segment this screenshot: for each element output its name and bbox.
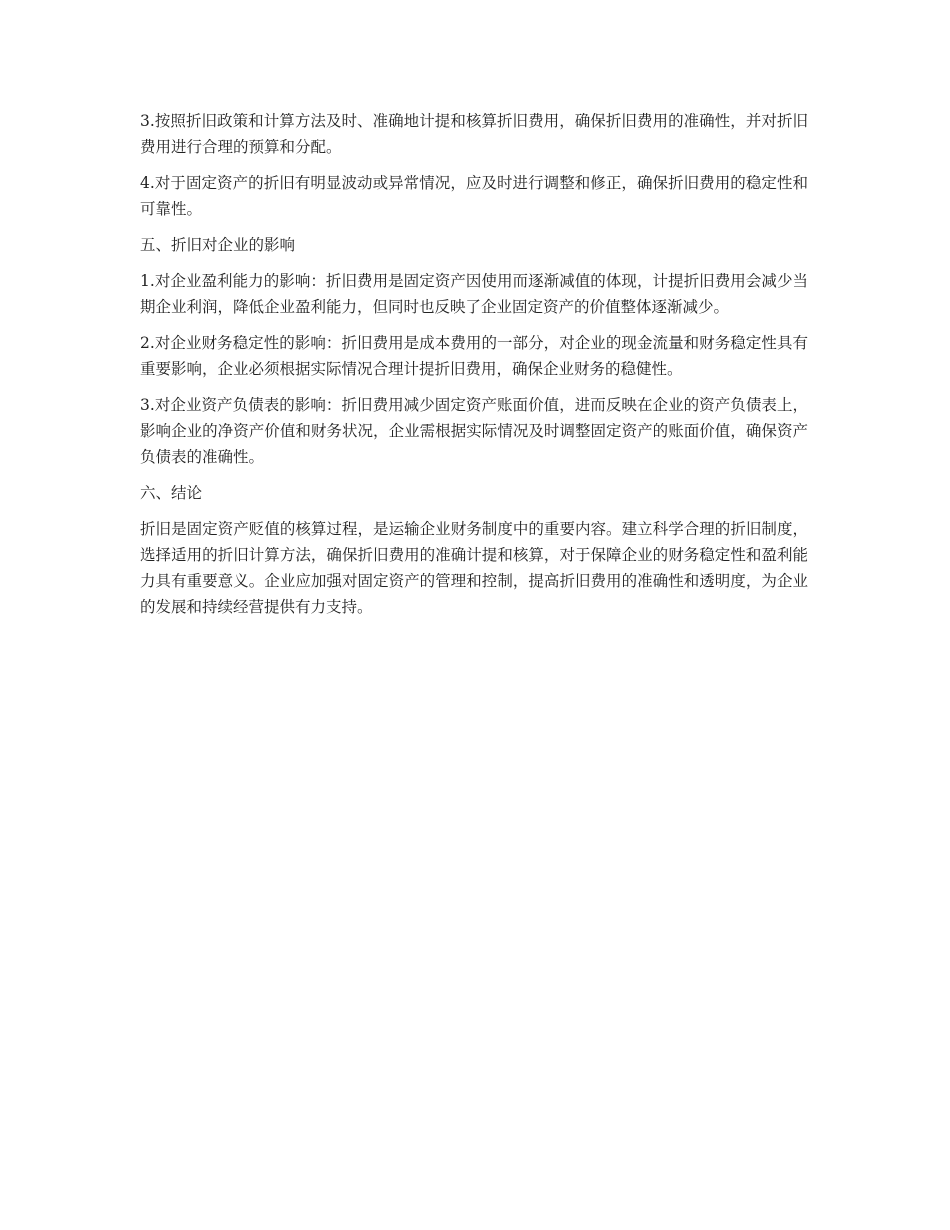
paragraph-depreciation-policy: 3.按照折旧政策和计算方法及时、准确地计提和核算折旧费用，确保折旧费用的准确性，并对折旧费用进行合理的预算和分配。 bbox=[140, 112, 808, 156]
document-body bbox=[140, 108, 808, 630]
section-heading-impact: 五、折旧对企业的影响 bbox=[140, 236, 296, 254]
paragraph-adjustment: 4.对于固定资产的折旧有明显波动或异常情况，应及时进行调整和修正，确保折旧费用的稳定性和可靠性。 bbox=[140, 174, 808, 218]
paragraph-balance-sheet-impact: 3.对企业资产负债表的影响：折旧费用减少固定资产账面价值，进而反映在企业的资产负债表上，影响企业的净资产价值和财务状况，企业需根据实际情况及时调整固定资产的账面价值，确保资产负债表的准确性。 bbox=[140, 396, 808, 466]
section-heading-conclusion: 六、结论 bbox=[140, 484, 203, 502]
paragraph-profitability-impact: 1.对企业盈利能力的影响：折旧费用是固定资产因使用而逐渐减值的体现，计提折旧费用会减少当期企业利润，降低企业盈利能力，但同时也反映了企业固定资产的价值整体逐渐减少。 bbox=[140, 272, 808, 316]
paragraph-conclusion: 折旧是固定资产贬值的核算过程，是运输企业财务制度中的重要内容。建立科学合理的折旧制度，选择适用的折旧计算方法，确保折旧费用的准确计提和核算，对于保障企业的财务稳定性和盈利能力具有重要意义。企业应加强对固定资产的管理和控制，提高折旧费用的准确性和透明度，为企业的发展和持续经营提供有力支持。 bbox=[140, 520, 808, 616]
paragraph-financial-stability-impact: 2.对企业财务稳定性的影响：折旧费用是成本费用的一部分，对企业的现金流量和财务稳定性具有重要影响，企业必须根据实际情况合理计提折旧费用，确保企业财务的稳健性。 bbox=[140, 334, 808, 378]
